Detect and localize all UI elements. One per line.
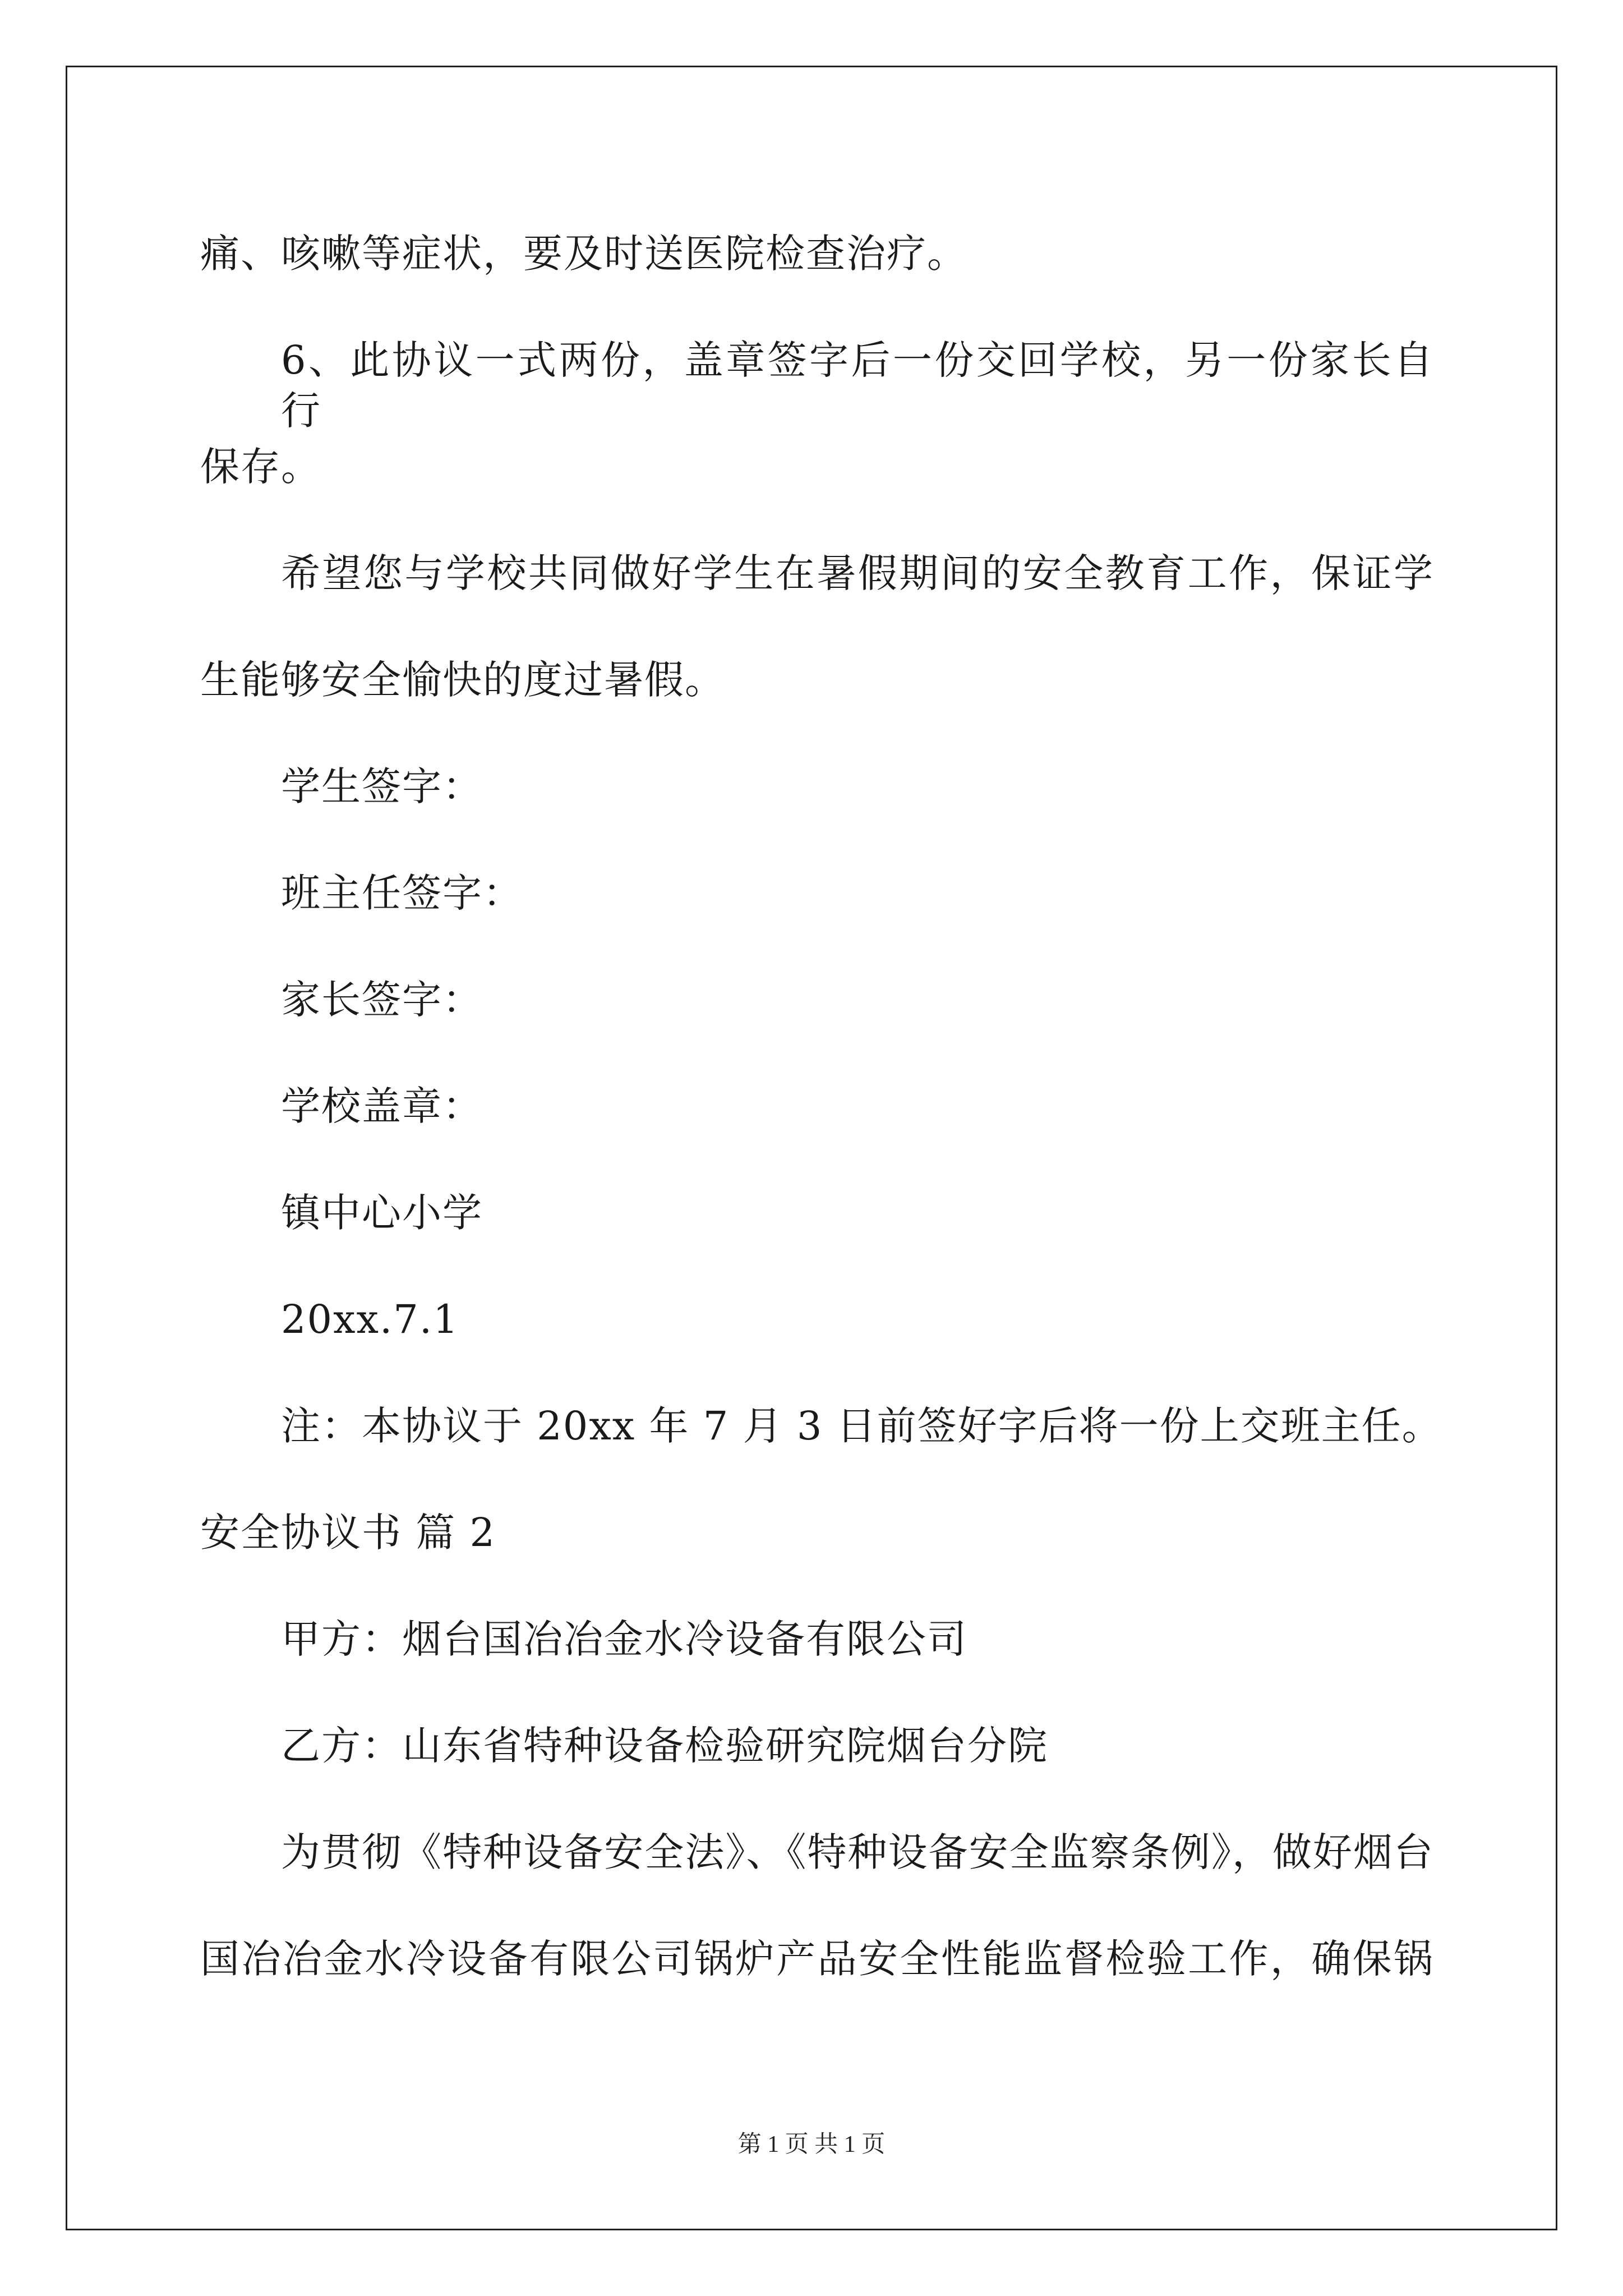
paragraph-line: 希望您与学校共同做好学生在暑假期间的安全教育工作，保证学 [281,550,1434,596]
paragraph-line: 国冶冶金水冷设备有限公司锅炉产品安全性能监督检验工作，确保锅 [200,1936,1434,1982]
section-heading: 安全协议书 篇 2 [200,1510,496,1556]
paragraph-line: 保存。 [200,444,321,490]
paragraph-line: 生能够安全愉快的度过暑假。 [200,657,725,703]
parent-signature-label: 家长签字： [281,977,483,1023]
note-line: 注：本协议于 20xx 年 7 月 3 日前签好字后将一份上交班主任。 [281,1403,1442,1449]
page-number-footer: 第 1 页 共 1 页 [737,2132,886,2157]
party-a-line: 甲方：烟台国冶冶金水冷设备有限公司 [281,1616,967,1662]
paragraph-line: 为贯彻《特种设备安全法》、《特种设备安全监察条例》，做好烟台 [281,1829,1434,1875]
party-b-line: 乙方：山东省特种设备检验研究院烟台分院 [281,1723,1048,1769]
school-seal-label: 学校盖章： [281,1083,483,1129]
paragraph-line: 6、此协议一式两份，盖章签字后一份交回学校，另一份家长自行 [281,337,1434,434]
document-date: 20xx.7.1 [281,1296,459,1342]
paragraph-line: 痛、咳嗽等症状，要及时送医院检查治疗。 [200,231,967,277]
school-name: 镇中心小学 [281,1190,483,1236]
teacher-signature-label: 班主任签字： [281,870,523,916]
student-signature-label: 学生签字： [281,763,483,809]
